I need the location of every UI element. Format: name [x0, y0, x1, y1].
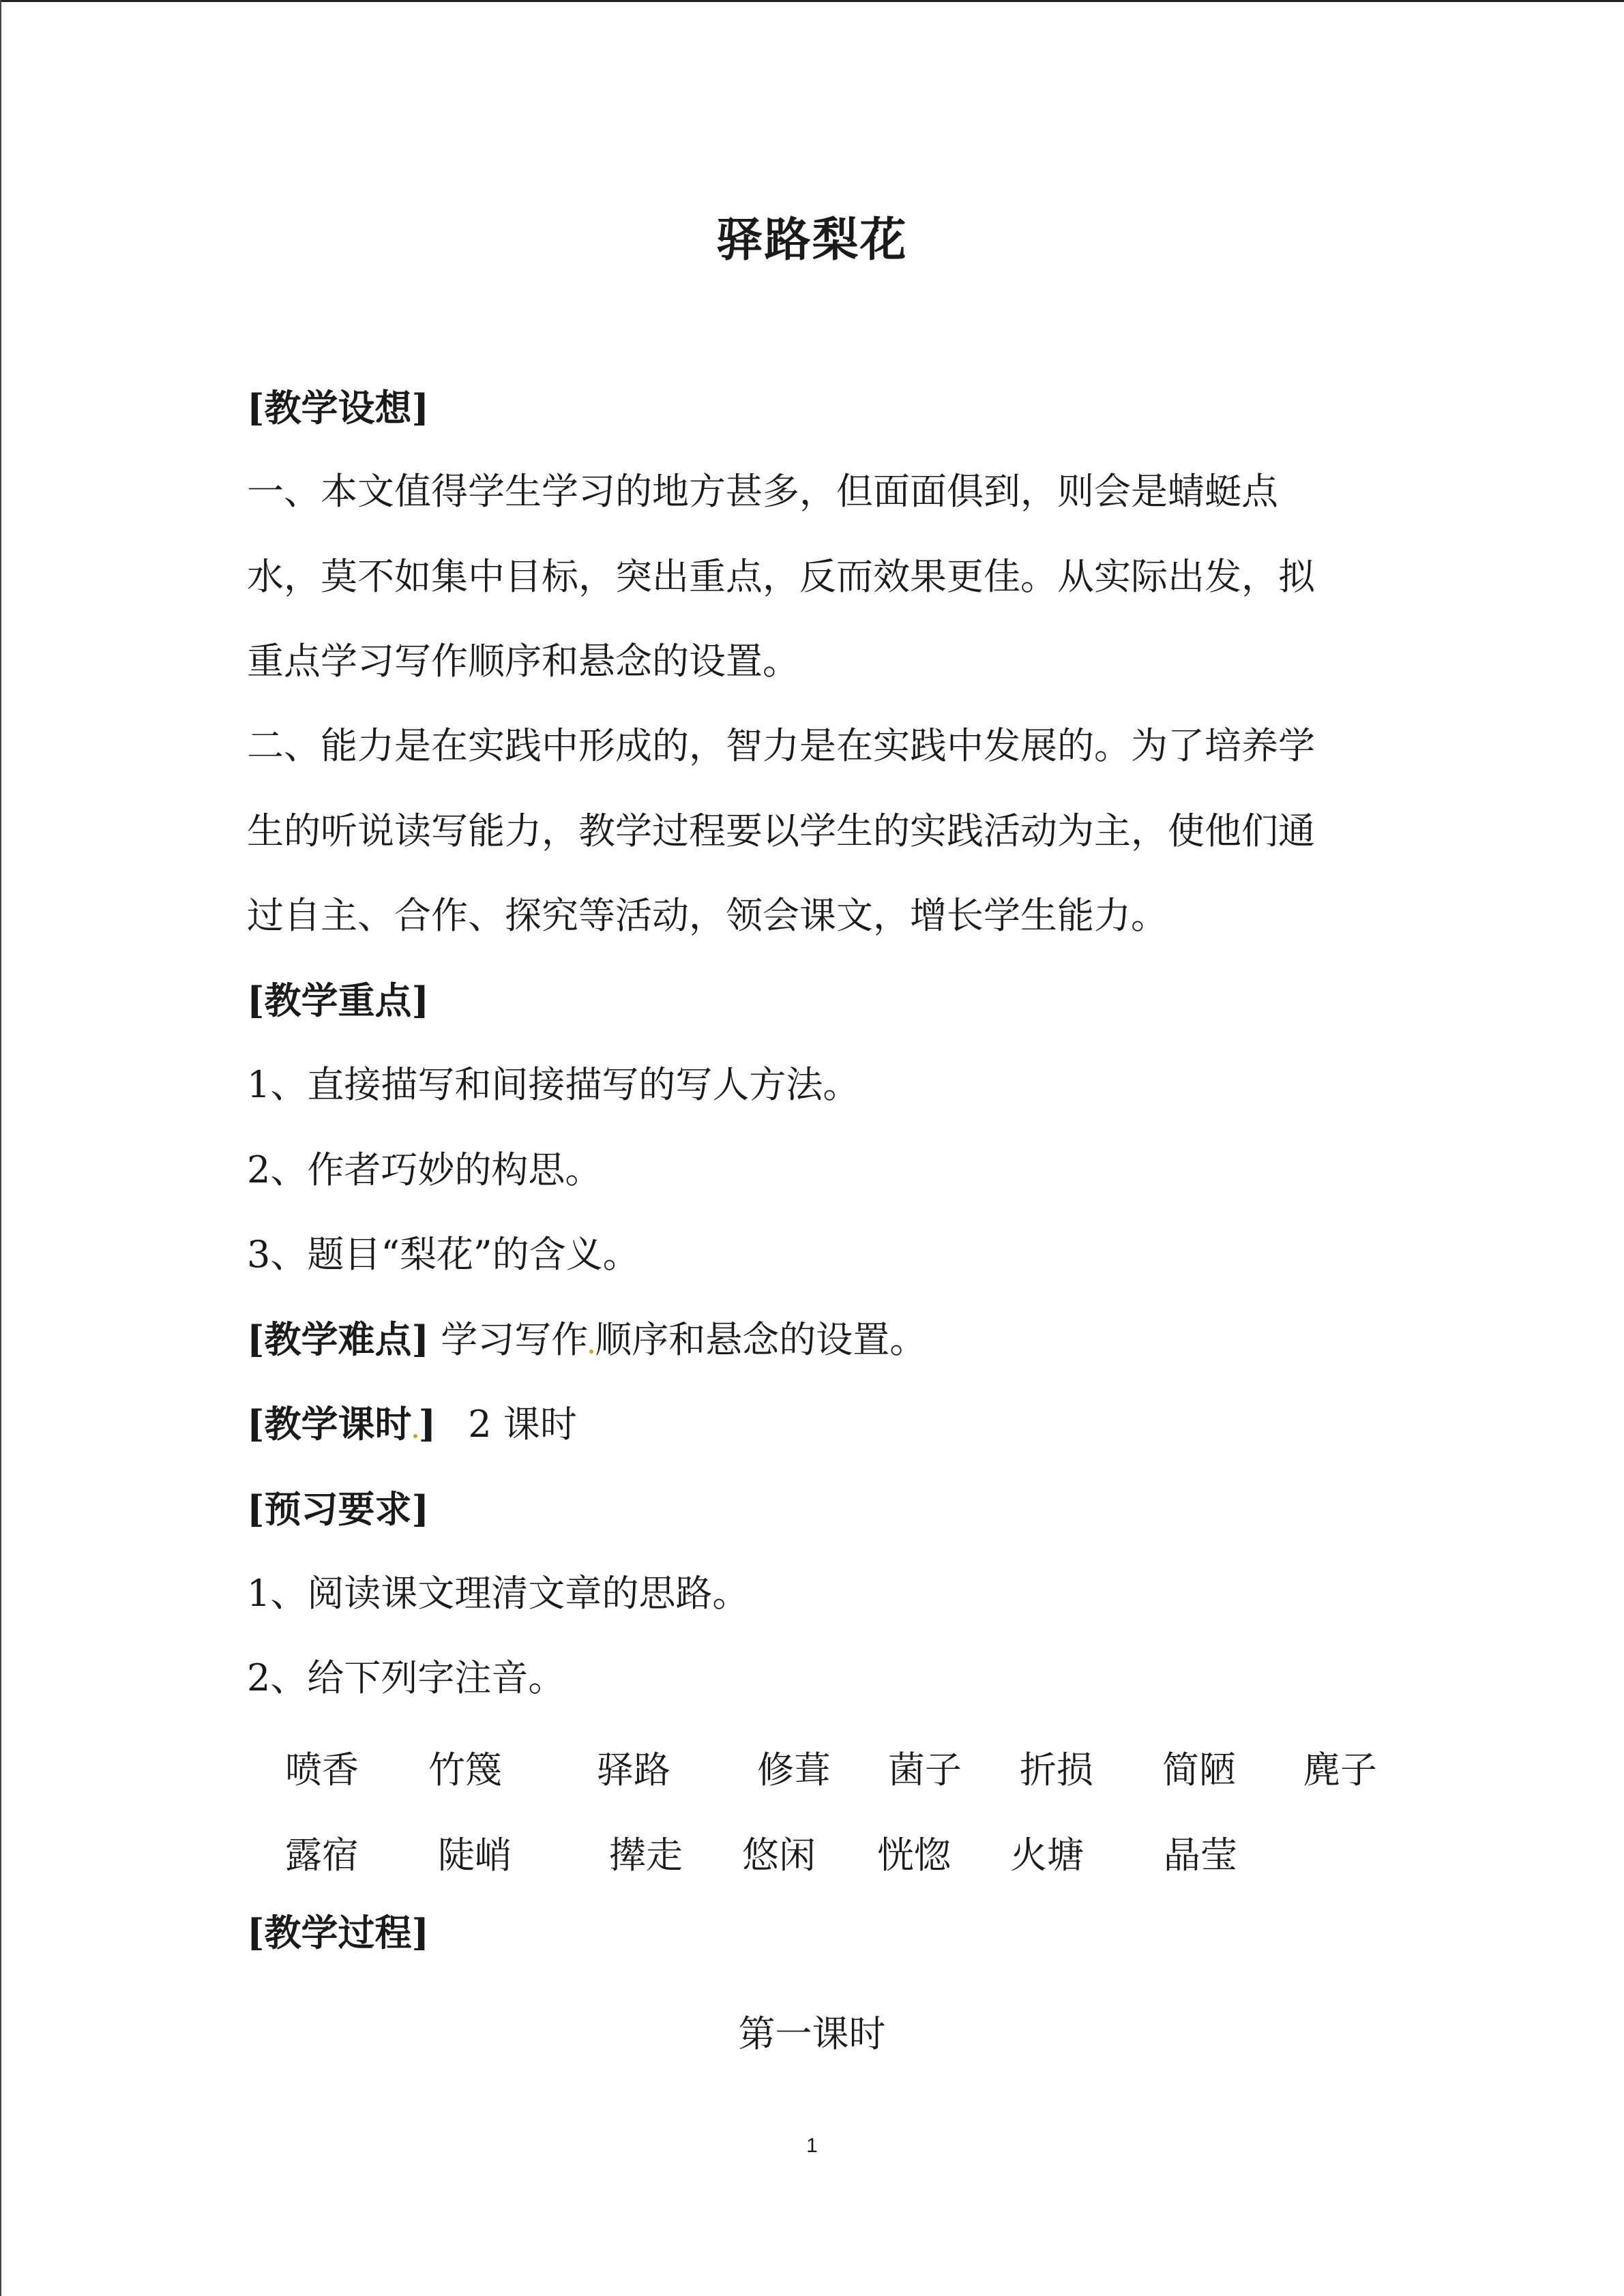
heading-teaching-design: [教学设想] — [247, 386, 430, 430]
edit-mark-icon — [413, 1434, 417, 1438]
paragraph-line: 二、能力是在实践中形成的，智力是在实践中发展的。为了培养学 — [247, 724, 1315, 767]
paragraph-line: 重点学习写作顺序和悬念的设置。 — [247, 640, 799, 683]
hours-line — [247, 1402, 577, 1447]
list-item: 1、直接描写和间接描写的写人方法。 — [247, 1063, 860, 1106]
heading-teaching-focus: [教学重点] — [247, 979, 430, 1022]
vocabulary-word: 竹篾 — [428, 1748, 502, 1791]
vocabulary-row-2 — [0, 1826, 1624, 1877]
vocabulary-word: 陡峭 — [438, 1834, 512, 1877]
paragraph-line: 生的听说读写能力，教学过程要以学生的实践活动为主，使他们通 — [247, 809, 1315, 852]
paragraph-line: 一、本文值得学生学习的地方甚多，但面面俱到，则会是蜻蜓点 — [247, 470, 1278, 513]
page-top-border — [0, 0, 1624, 2]
vocabulary-word: 驿路 — [597, 1748, 670, 1791]
list-item: 1、阅读课文理清文章的思路。 — [247, 1572, 750, 1615]
list-item: 2、作者巧妙的构思。 — [247, 1148, 602, 1191]
heading-teaching-hours: [教学课时 — [247, 1402, 412, 1446]
vocabulary-word: 悠闲 — [742, 1834, 816, 1877]
page-left-border — [0, 0, 1, 2296]
vocabulary-word: 晶莹 — [1164, 1834, 1237, 1877]
list-item: 2、给下列字注音。 — [247, 1656, 565, 1699]
vocabulary-word: 麂子 — [1303, 1748, 1377, 1791]
vocabulary-row-1 — [0, 1741, 1624, 1789]
lesson-label: 第一课时 — [738, 2012, 886, 2055]
vocabulary-word: 恍惚 — [877, 1834, 951, 1877]
vocabulary-word: 简陋 — [1162, 1748, 1236, 1791]
edit-mark-icon — [589, 1350, 593, 1354]
vocabulary-word: 喷香 — [285, 1748, 359, 1791]
difficulty-line — [247, 1317, 926, 1362]
hours-text: 2 课时 — [468, 1403, 577, 1446]
difficulty-text-b: 顺序和悬念的设置。 — [595, 1318, 927, 1361]
vocabulary-word: 修葺 — [757, 1748, 831, 1791]
list-item: 3、题目“梨花”的含义。 — [247, 1233, 640, 1276]
heading-preview-requirements: [预习要求] — [247, 1487, 430, 1531]
vocabulary-word: 火塘 — [1010, 1834, 1084, 1877]
page-number: 1 — [806, 2134, 818, 2157]
vocabulary-word: 菌子 — [888, 1748, 962, 1791]
heading-teaching-process: [教学过程] — [247, 1911, 430, 1954]
vocabulary-word: 折损 — [1020, 1748, 1093, 1791]
heading-teaching-difficulty: [教学难点] — [247, 1317, 430, 1361]
vocabulary-word: 撵走 — [609, 1834, 683, 1877]
heading-teaching-hours-end: ] — [418, 1402, 437, 1446]
paragraph-line: 过自主、合作、探究等活动，领会课文，增长学生能力。 — [247, 894, 1168, 937]
paragraph-line: 水，莫不如集中目标，突出重点，反而效果更佳。从实际出发，拟 — [247, 555, 1315, 598]
vocabulary-word: 露宿 — [285, 1834, 359, 1877]
difficulty-text-a: 学习写作 — [441, 1318, 589, 1361]
document-title: 驿路梨花 — [716, 213, 908, 267]
